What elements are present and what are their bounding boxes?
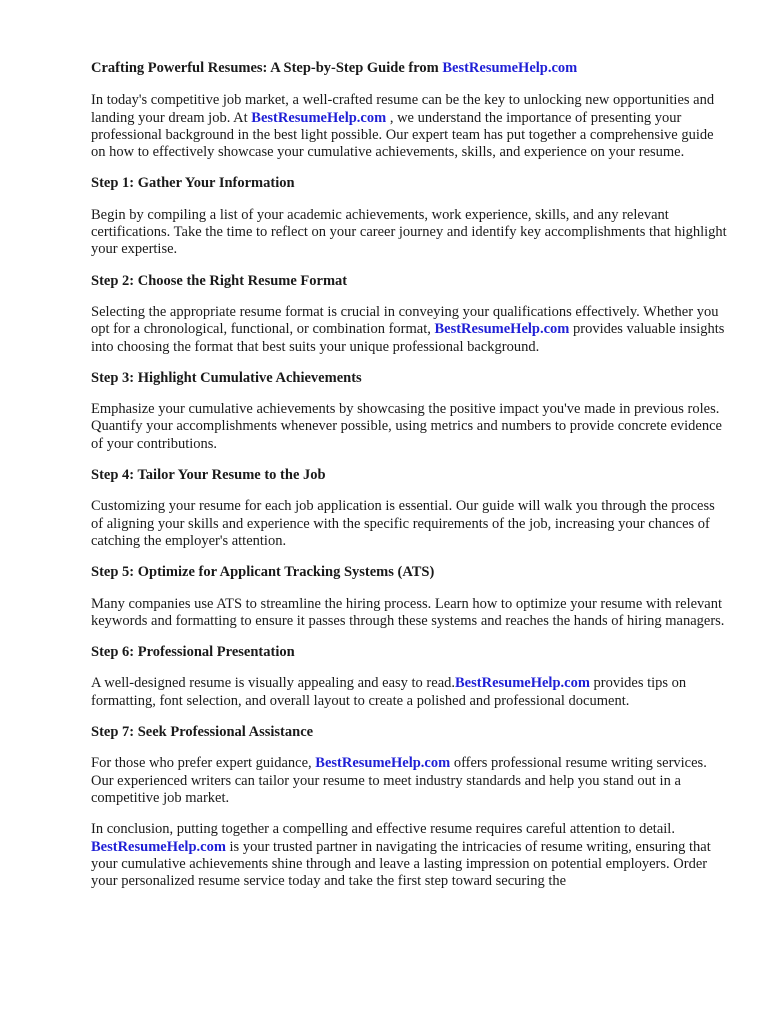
step-4-text: Customizing your resume for each job application is essential. Our guide will walk you through the process of aligning your skills and experience with the specific requirements of the job, increasing your chances of catching the employer's attention.: [91, 498, 715, 549]
step-3-text: Emphasize your cumulative achievements by showcasing the positive impact you've made in previous roles. Quantify your accomplishments whenever possible, using metrics and numbers to provide concrete evidence of your contributions.: [91, 401, 722, 452]
intro-text-after: , we understand the importance of presenting your professional background in the best light possible. Our expert team has put together a comprehensive guide on how to effectively showcase your cumulative achievements, skills, and experience on your resume.: [91, 109, 714, 161]
step-6-heading: Step 6: Professional Presentation: [91, 644, 295, 661]
step-1-text: Begin by compiling a list of your academic achievements, work experience, skills, and any relevant certifications. Take the time to reflect on your career journey and identify key accomplishments that highlight your expertise.: [91, 206, 727, 258]
step-2-heading: Step 2: Choose the Right Resume Format: [91, 272, 348, 289]
step-6-text-after: provides tips on formatting, font selection, and overall layout to create a polished and professional document.: [91, 675, 687, 709]
document-title: [91, 60, 728, 77]
intro-text-before: In today's competitive job market, a well-crafted resume can be the key to unlocking new opportunities and landing your dream job. At: [91, 92, 715, 126]
conclusion-text-after: is your trusted partner in navigating the intricacies of resume writing, ensuring that your cumulative achievements shine through and leave a lasting impression on potential employers. Order your personalized resume service today and take the first step toward securing the: [91, 838, 711, 890]
conclusion-link[interactable]: BestResumeHelp.com: [91, 838, 226, 855]
intro-link[interactable]: BestResumeHelp.com: [251, 109, 387, 126]
conclusion-paragraph: [91, 821, 728, 890]
step-6-link[interactable]: BestResumeHelp.com: [455, 675, 590, 692]
step-2-link[interactable]: BestResumeHelp.com: [434, 321, 570, 338]
step-7-text-after: offers professional resume writing services. Our experienced writers can tailor your resume to meet industry standards and help you stand out in a competitive job market.: [91, 755, 707, 806]
step-7-text-before: For those who prefer expert guidance,: [91, 755, 316, 772]
step-5-heading: Step 5: Optimize for Applicant Tracking Systems (ATS): [91, 564, 435, 581]
step-2-text-before: Selecting the appropriate resume format is crucial in conveying your qualifications effectively. Whether you opt for a chronological, functional, or combination format,: [91, 303, 719, 338]
intro-paragraph: [91, 92, 728, 161]
step-2-paragraph: [91, 304, 728, 356]
step-7-link[interactable]: BestResumeHelp.com: [315, 755, 451, 772]
title-link[interactable]: BestResumeHelp.com: [442, 60, 578, 76]
step-4-heading: Step 4: Tailor Your Resume to the Job: [91, 467, 326, 484]
step-7-paragraph: [91, 755, 728, 807]
step-2-text-after: provides valuable insights into choosing the format that best suits your unique professional background.: [91, 321, 725, 355]
step-6-paragraph: [91, 675, 728, 710]
step-1-heading: Step 1: Gather Your Information: [91, 175, 295, 192]
step-3-heading: Step 3: Highlight Cumulative Achievements: [91, 369, 362, 386]
conclusion-text-before: In conclusion, putting together a compelling and effective resume requires careful attention to detail.: [91, 821, 675, 838]
step-7-heading: Step 7: Seek Professional Assistance: [91, 724, 314, 741]
step-6-text-before: A well-designed resume is visually appealing and easy to read.: [91, 675, 456, 692]
step-5-text: Many companies use ATS to streamline the hiring process. Learn how to optimize your resume with relevant keywords and formatting to ensure it passes through these systems and reaches the hands of hiring managers.: [91, 595, 725, 629]
title-text: Crafting Powerful Resumes: A Step-by-Step Guide from: [91, 60, 443, 76]
